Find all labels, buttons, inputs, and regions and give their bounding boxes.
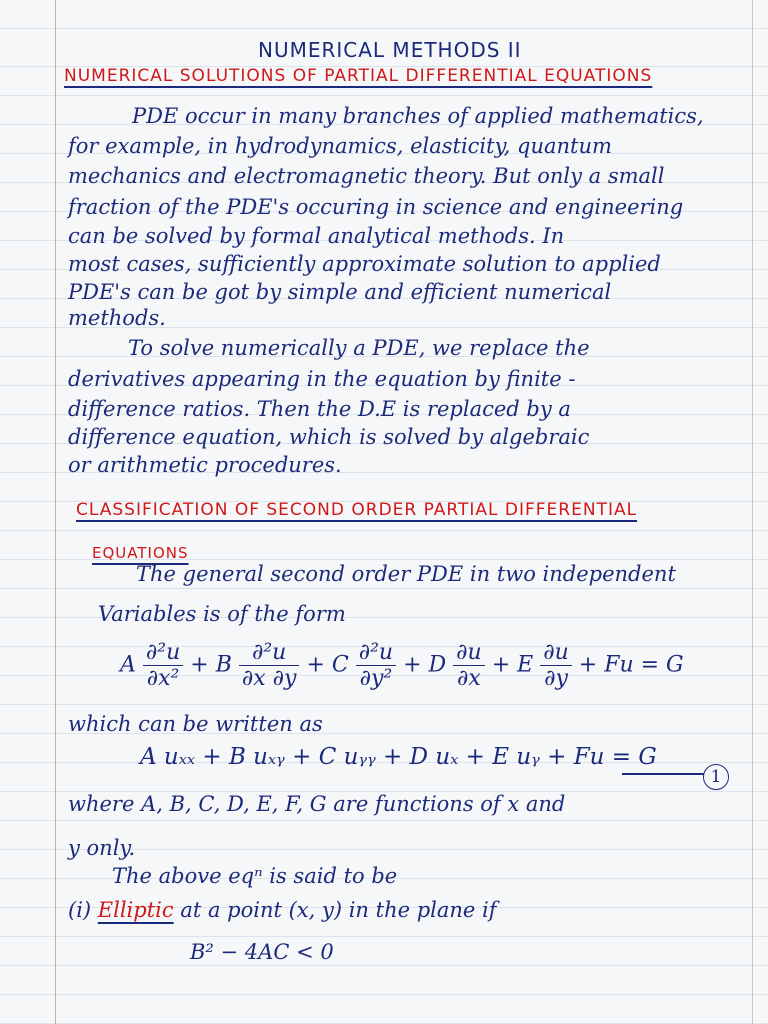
numerator: ∂u bbox=[540, 640, 572, 666]
item-number: (i) bbox=[68, 898, 92, 922]
fraction-uyy bbox=[356, 640, 396, 691]
para2-line3: difference ratios. Then the D.E is replaced by a bbox=[68, 397, 571, 421]
coef-b: + B bbox=[190, 652, 232, 678]
heading-equations: EQUATIONS bbox=[92, 544, 189, 562]
elliptic-condition: B² − 4AC < 0 bbox=[190, 940, 334, 964]
numerator: ∂²u bbox=[356, 640, 396, 666]
heading-classification: CLASSIFICATION OF SECOND ORDER PARTIAL DIFFERENTIAL bbox=[76, 500, 638, 520]
right-margin-line bbox=[752, 0, 753, 1024]
para3-line1: The general second order PDE in two independent bbox=[136, 562, 676, 586]
elliptic-text: at a point (x, y) in the plane if bbox=[180, 898, 497, 922]
para1-line8: methods. bbox=[68, 306, 166, 330]
margin-line bbox=[55, 0, 56, 1024]
denominator: ∂x bbox=[457, 666, 481, 691]
fraction-uy bbox=[540, 640, 572, 691]
para2-line4: difference equation, which is solved by algebraic bbox=[68, 425, 590, 449]
numerator: ∂u bbox=[453, 640, 485, 666]
para2-line2: derivatives appearing in the equation by finite - bbox=[68, 367, 576, 391]
para1-line2: for example, in hydrodynamics, elasticity, quantum bbox=[68, 134, 612, 158]
equation-number-badge: 1 bbox=[703, 764, 729, 790]
para4-line2: y only. bbox=[68, 836, 136, 860]
para1-line6: most cases, sufficiently approximate solution to applied bbox=[68, 252, 661, 276]
term-fu-g: + Fu = G bbox=[578, 652, 684, 678]
para1-line3: mechanics and electromagnetic theory. But only a small bbox=[68, 164, 665, 188]
heading-numerical-solutions: NUMERICAL SOLUTIONS OF PARTIAL DIFFERENTIAL EQUATIONS bbox=[64, 66, 653, 86]
para1-line1: PDE occur in many branches of applied mathematics, bbox=[132, 104, 704, 128]
para3-line2: Variables is of the form bbox=[98, 602, 346, 626]
coef-d: + D bbox=[403, 652, 447, 678]
elliptic-term: Elliptic bbox=[97, 898, 174, 922]
equation-1: A uₓₓ + B uₓᵧ + C uᵧᵧ + D uₓ + E uᵧ + Fu = G bbox=[140, 744, 657, 770]
denominator: ∂y² bbox=[359, 666, 393, 691]
numerator: ∂²u bbox=[143, 640, 183, 666]
fraction-uxy bbox=[239, 640, 300, 691]
equation-number-rule bbox=[622, 773, 704, 775]
para1-line4: fraction of the PDE's occuring in science and engineering bbox=[68, 195, 684, 219]
elliptic-line bbox=[68, 898, 497, 922]
written-as-line: which can be written as bbox=[68, 712, 323, 736]
said-to-be-line: The above eqⁿ is said to be bbox=[112, 864, 398, 888]
para4-line1: where A, B, C, D, E, F, G are functions of x and bbox=[68, 792, 566, 816]
denominator: ∂x² bbox=[146, 666, 180, 691]
coef-e: + E bbox=[491, 652, 534, 678]
general-pde-equation bbox=[120, 640, 684, 691]
para1-line7: PDE's can be got by simple and efficient numerical bbox=[68, 280, 612, 304]
page-title: NUMERICAL METHODS II bbox=[258, 38, 522, 62]
fraction-uxx bbox=[143, 640, 183, 691]
coef-a: A bbox=[120, 652, 136, 678]
fraction-ux bbox=[453, 640, 485, 691]
numerator: ∂²u bbox=[239, 640, 300, 666]
denominator: ∂y bbox=[544, 666, 568, 691]
coef-c: + C bbox=[306, 652, 349, 678]
para1-line5: can be solved by formal analytical methods. In bbox=[68, 224, 565, 248]
para2-line5: or arithmetic procedures. bbox=[68, 453, 342, 477]
denominator: ∂x ∂y bbox=[241, 666, 297, 691]
para2-line1: To solve numerically a PDE, we replace the bbox=[128, 336, 590, 360]
